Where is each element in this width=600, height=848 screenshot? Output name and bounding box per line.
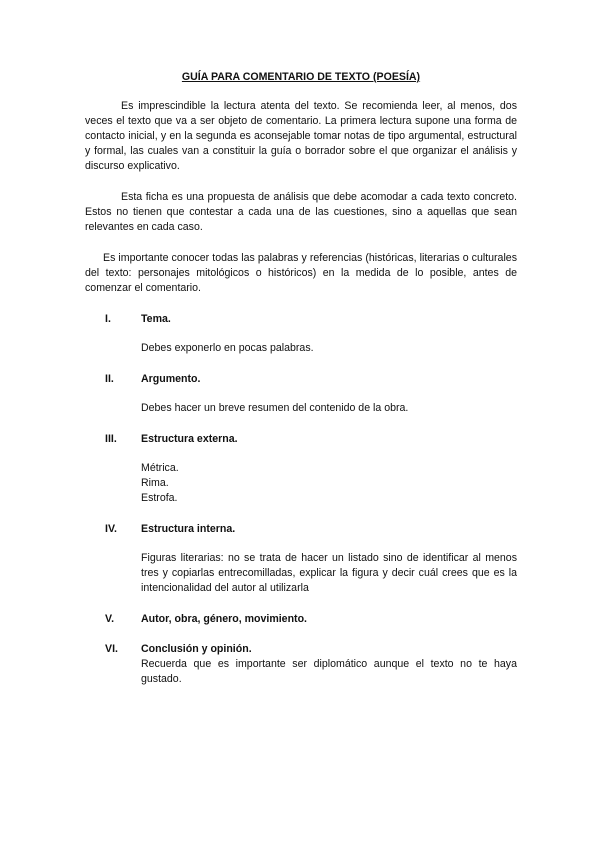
section-title: Argumento.	[141, 373, 201, 385]
section-numeral: III.	[105, 433, 117, 445]
section-body: Debes exponerlo en pocas palabras.	[141, 342, 314, 354]
section-title: Estructura interna.	[141, 523, 236, 535]
section-heading	[105, 372, 517, 387]
section-body: Recuerda que es importante ser diplomático aunque el texto no te haya gustado.	[141, 658, 517, 685]
section-body: Debes hacer un breve resumen del contenido de la obra.	[141, 402, 409, 414]
document-page	[85, 70, 517, 687]
section-title: Autor, obra, género, movimiento.	[141, 613, 307, 625]
section-numeral: I.	[105, 313, 111, 325]
document-title: GUÍA PARA COMENTARIO DE TEXTO (POESÍA)	[181, 71, 421, 83]
section-heading	[105, 612, 517, 627]
section-autor-obra	[105, 612, 517, 627]
section-numeral: V.	[105, 613, 115, 625]
section-heading	[105, 522, 517, 537]
section-argumento	[105, 372, 517, 416]
section-heading	[105, 312, 517, 327]
intro-paragraph-2: Esta ficha es una propuesta de análisis que debe acomodar a cada texto concreto. Estos no tienen que contestar a cada una de las cuestiones, sino a aquellas que sean relevantes en cada caso.	[85, 191, 517, 233]
section-numeral: II.	[105, 373, 114, 385]
section-estructura-interna	[105, 522, 517, 596]
list-item: Estrofa.	[141, 492, 178, 504]
section-title: Tema.	[141, 313, 171, 325]
section-numeral: IV.	[105, 523, 117, 535]
section-body: Figuras literarias: no se trata de hacer un listado sino de identificar al menos tres y copiarlas entrecomilladas, explicar la figura y decir cuál crees que es la intencionalidad del autor al utilizarla	[141, 552, 517, 594]
section-heading	[105, 432, 517, 447]
section-estructura-externa	[105, 432, 517, 506]
section-title: Conclusión y opinión.	[141, 643, 252, 655]
intro-paragraph-1: Es imprescindible la lectura atenta del texto. Se recomienda leer, al menos, dos veces el texto que va a ser objeto de comentario. La primera lectura supone una forma de contacto inicial, y en la segunda es aconsejable tomar notas de tipo argumental, estructural y formal, las cuales van a constituir la guía o borrador sobre el que organizar el análisis y discurso explicativo.	[85, 100, 517, 172]
section-heading	[105, 642, 517, 657]
list-item: Métrica.	[141, 462, 179, 474]
section-numeral: VI.	[105, 643, 118, 655]
section-list	[141, 461, 517, 506]
intro-paragraph-3: Es importante conocer todas las palabras y referencias (históricas, literarias o culturales del texto: personajes mitológicos o históricos) en la medida de lo posible, antes de comenzar el comentario.	[85, 252, 517, 294]
section-tema	[105, 312, 517, 356]
section-conclusion	[105, 642, 517, 687]
list-item: Rima.	[141, 477, 169, 489]
section-title: Estructura externa.	[141, 433, 238, 445]
